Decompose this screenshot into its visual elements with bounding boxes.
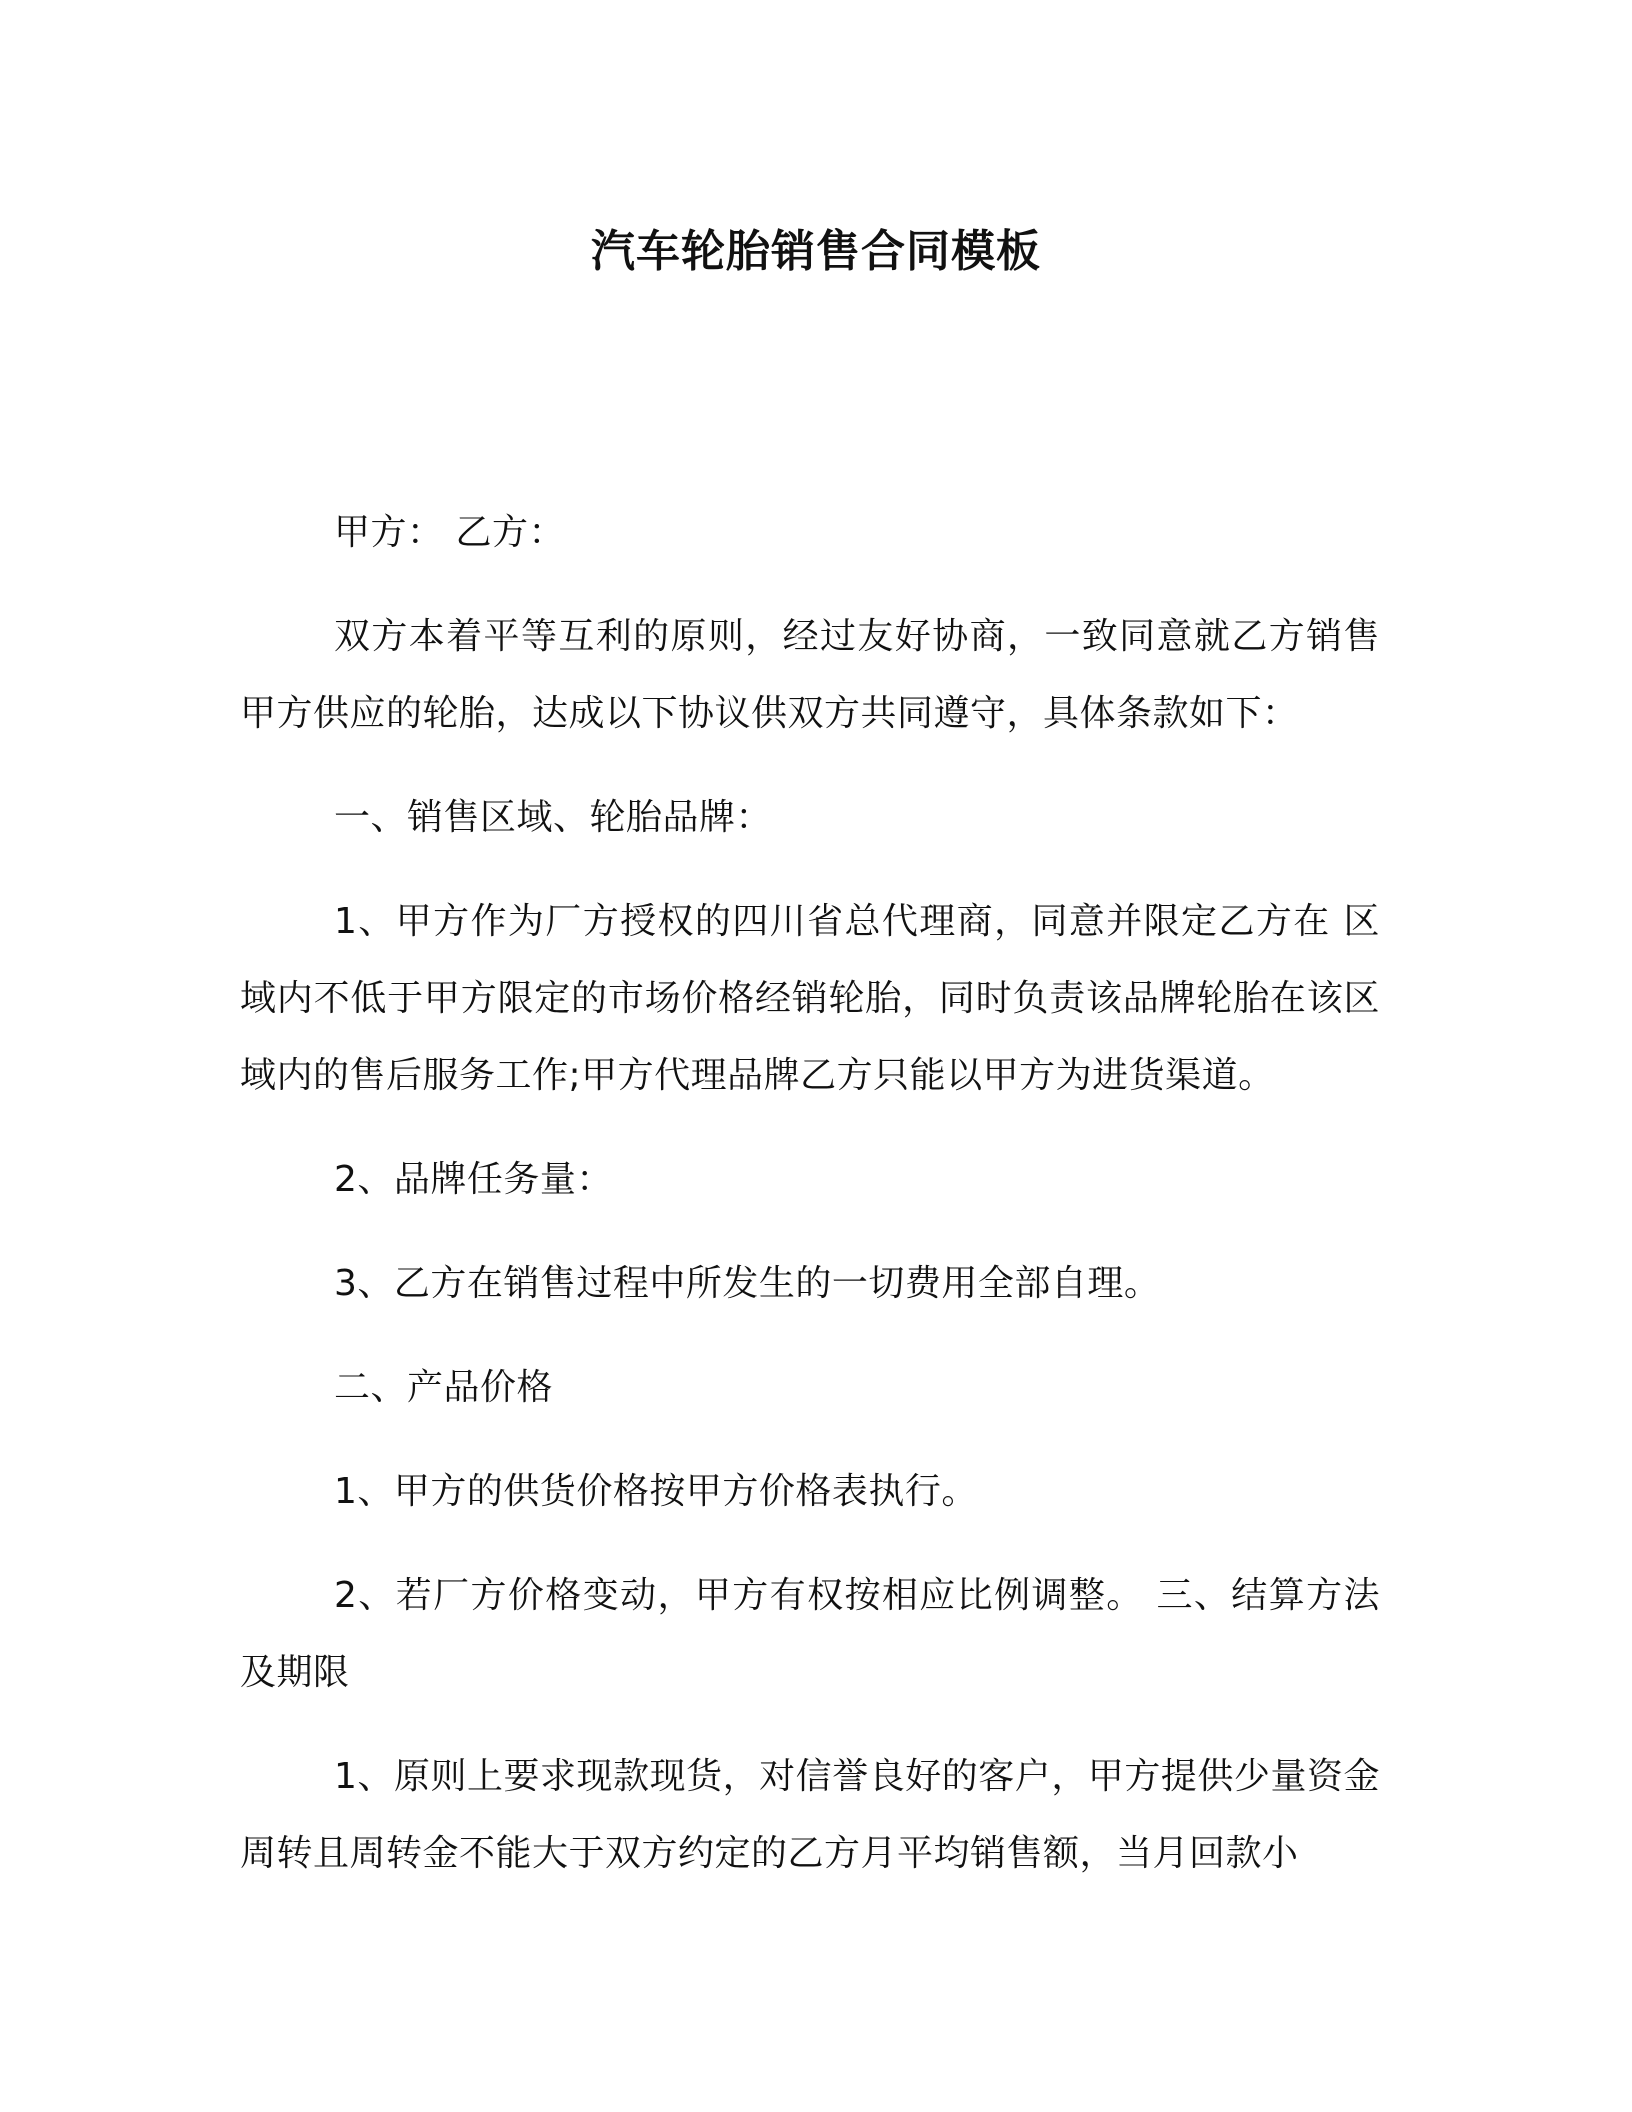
section-heading-sales-region: 一、销售区域、轮胎品牌：	[334, 797, 773, 838]
paragraph-clause-3-1: 1、原则上要求现款现货，对信誉良好的客户，甲方提供少量资金周转且周转金不能大于双方约定的乙方月平均销售额，当月回款小	[240, 1756, 1380, 1874]
paragraph-clause-1-2: 2、品牌任务量：	[334, 1159, 613, 1200]
paragraph-clause-1-1: 1、甲方作为厂方授权的四川省总代理商，同意并限定乙方在 区域内不低于甲方限定的市场价格经销轮胎，同时负责该品牌轮胎在该区域内的售后服务工作;甲方代理品牌乙方只能以甲方为进货渠道。	[240, 901, 1380, 1096]
document-body	[240, 494, 1380, 1919]
paragraph-clause-2-2: 2、若厂方价格变动，甲方有权按相应比例调整。 三、结算方法及期限	[240, 1575, 1380, 1693]
paragraph-parties: 甲方： 乙方：	[334, 512, 565, 553]
paragraph-preamble: 双方本着平等互利的原则，经过友好协商，一致同意就乙方销售甲方供应的轮胎，达成以下协议供双方共同遵守，具体条款如下：	[240, 616, 1380, 734]
paragraph-clause-1-3: 3、乙方在销售过程中所发生的一切费用全部自理。	[334, 1263, 1161, 1304]
document-title: 汽车轮胎销售合同模板	[591, 226, 1041, 277]
paragraph-clause-2-1: 1、甲方的供货价格按甲方价格表执行。	[334, 1471, 978, 1512]
section-heading-product-price: 二、产品价格	[334, 1367, 554, 1408]
